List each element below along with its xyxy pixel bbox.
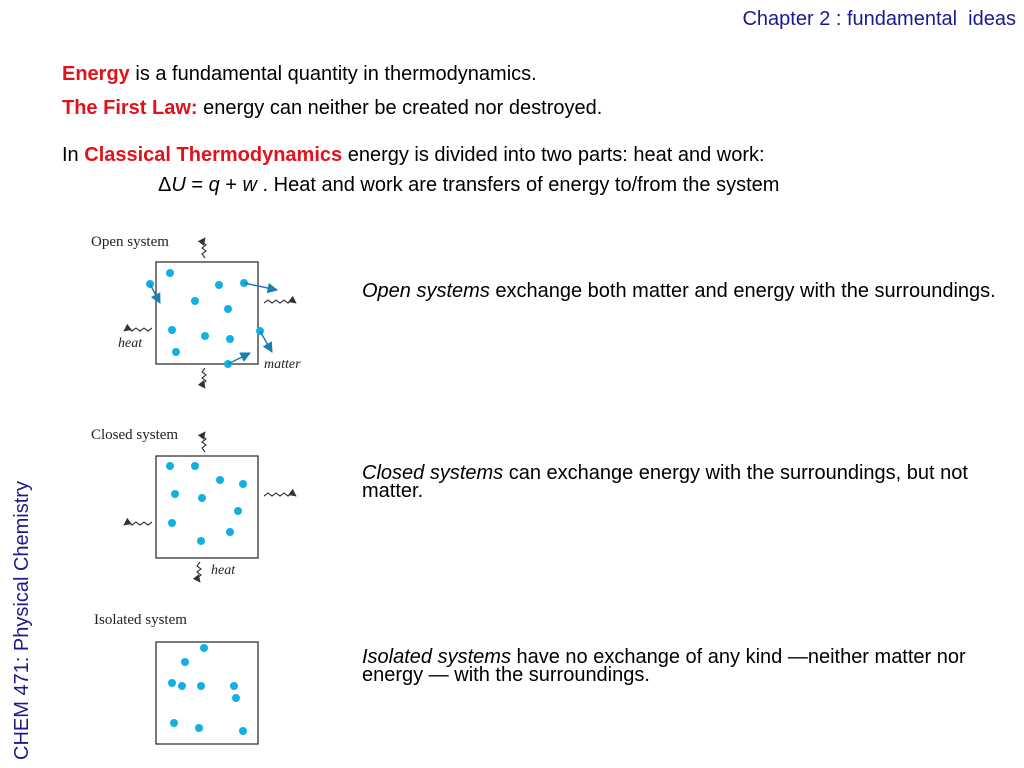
open-matter-label: matter <box>264 357 301 372</box>
classical-prefix: In <box>62 144 85 166</box>
energy-rest: is a fundamental quantity in thermodynamics. <box>129 63 537 85</box>
closed-heat-arrows <box>124 432 296 582</box>
open-heat-label: heat <box>118 336 143 351</box>
course-label: CHEM 471: Physical Chemistry <box>11 481 33 760</box>
eq-sign: = <box>185 174 209 196</box>
energy-term: Energy <box>62 63 130 85</box>
classical-rest: energy is divided into two parts: heat and work: <box>342 144 765 166</box>
open-system-box <box>156 262 258 364</box>
closed-rest: can exchange energy with the surroundings, but not matter. <box>362 462 968 502</box>
var-q: q <box>208 174 220 196</box>
open-rest: exchange both matter and energy with the surroundings. <box>489 280 996 302</box>
isolated-term: Isolated systems <box>362 646 511 668</box>
closed-system-box <box>156 456 258 558</box>
var-u: U <box>171 174 186 196</box>
open-term: Open systems <box>362 280 490 302</box>
isolated-rest: have no exchange of any kind —neither matter nor energy — with the surroundings. <box>362 646 966 686</box>
delta-symbol: Δ <box>158 174 172 196</box>
first-law-rest: energy can neither be created nor destroyed. <box>197 97 603 119</box>
equation-rest: . Heat and work are transfers of energy to/from the system <box>256 174 780 196</box>
closed-system-title: Closed system <box>91 427 179 443</box>
classical-term: Classical Thermodynamics <box>84 144 343 166</box>
open-heat-arrows <box>124 238 296 388</box>
var-w: w <box>242 174 257 196</box>
closed-term: Closed systems <box>362 462 504 484</box>
plus-sign: + <box>219 174 243 196</box>
chapter-title: Chapter 2 : fundamental ideas <box>742 8 1016 30</box>
isolated-system-title: Isolated system <box>94 612 187 628</box>
closed-heat-label: heat <box>211 563 236 578</box>
closed-particles <box>166 462 247 545</box>
isolated-particles <box>168 644 247 735</box>
open-system-title: Open system <box>91 234 169 250</box>
first-law-term: The First Law: <box>62 97 198 119</box>
